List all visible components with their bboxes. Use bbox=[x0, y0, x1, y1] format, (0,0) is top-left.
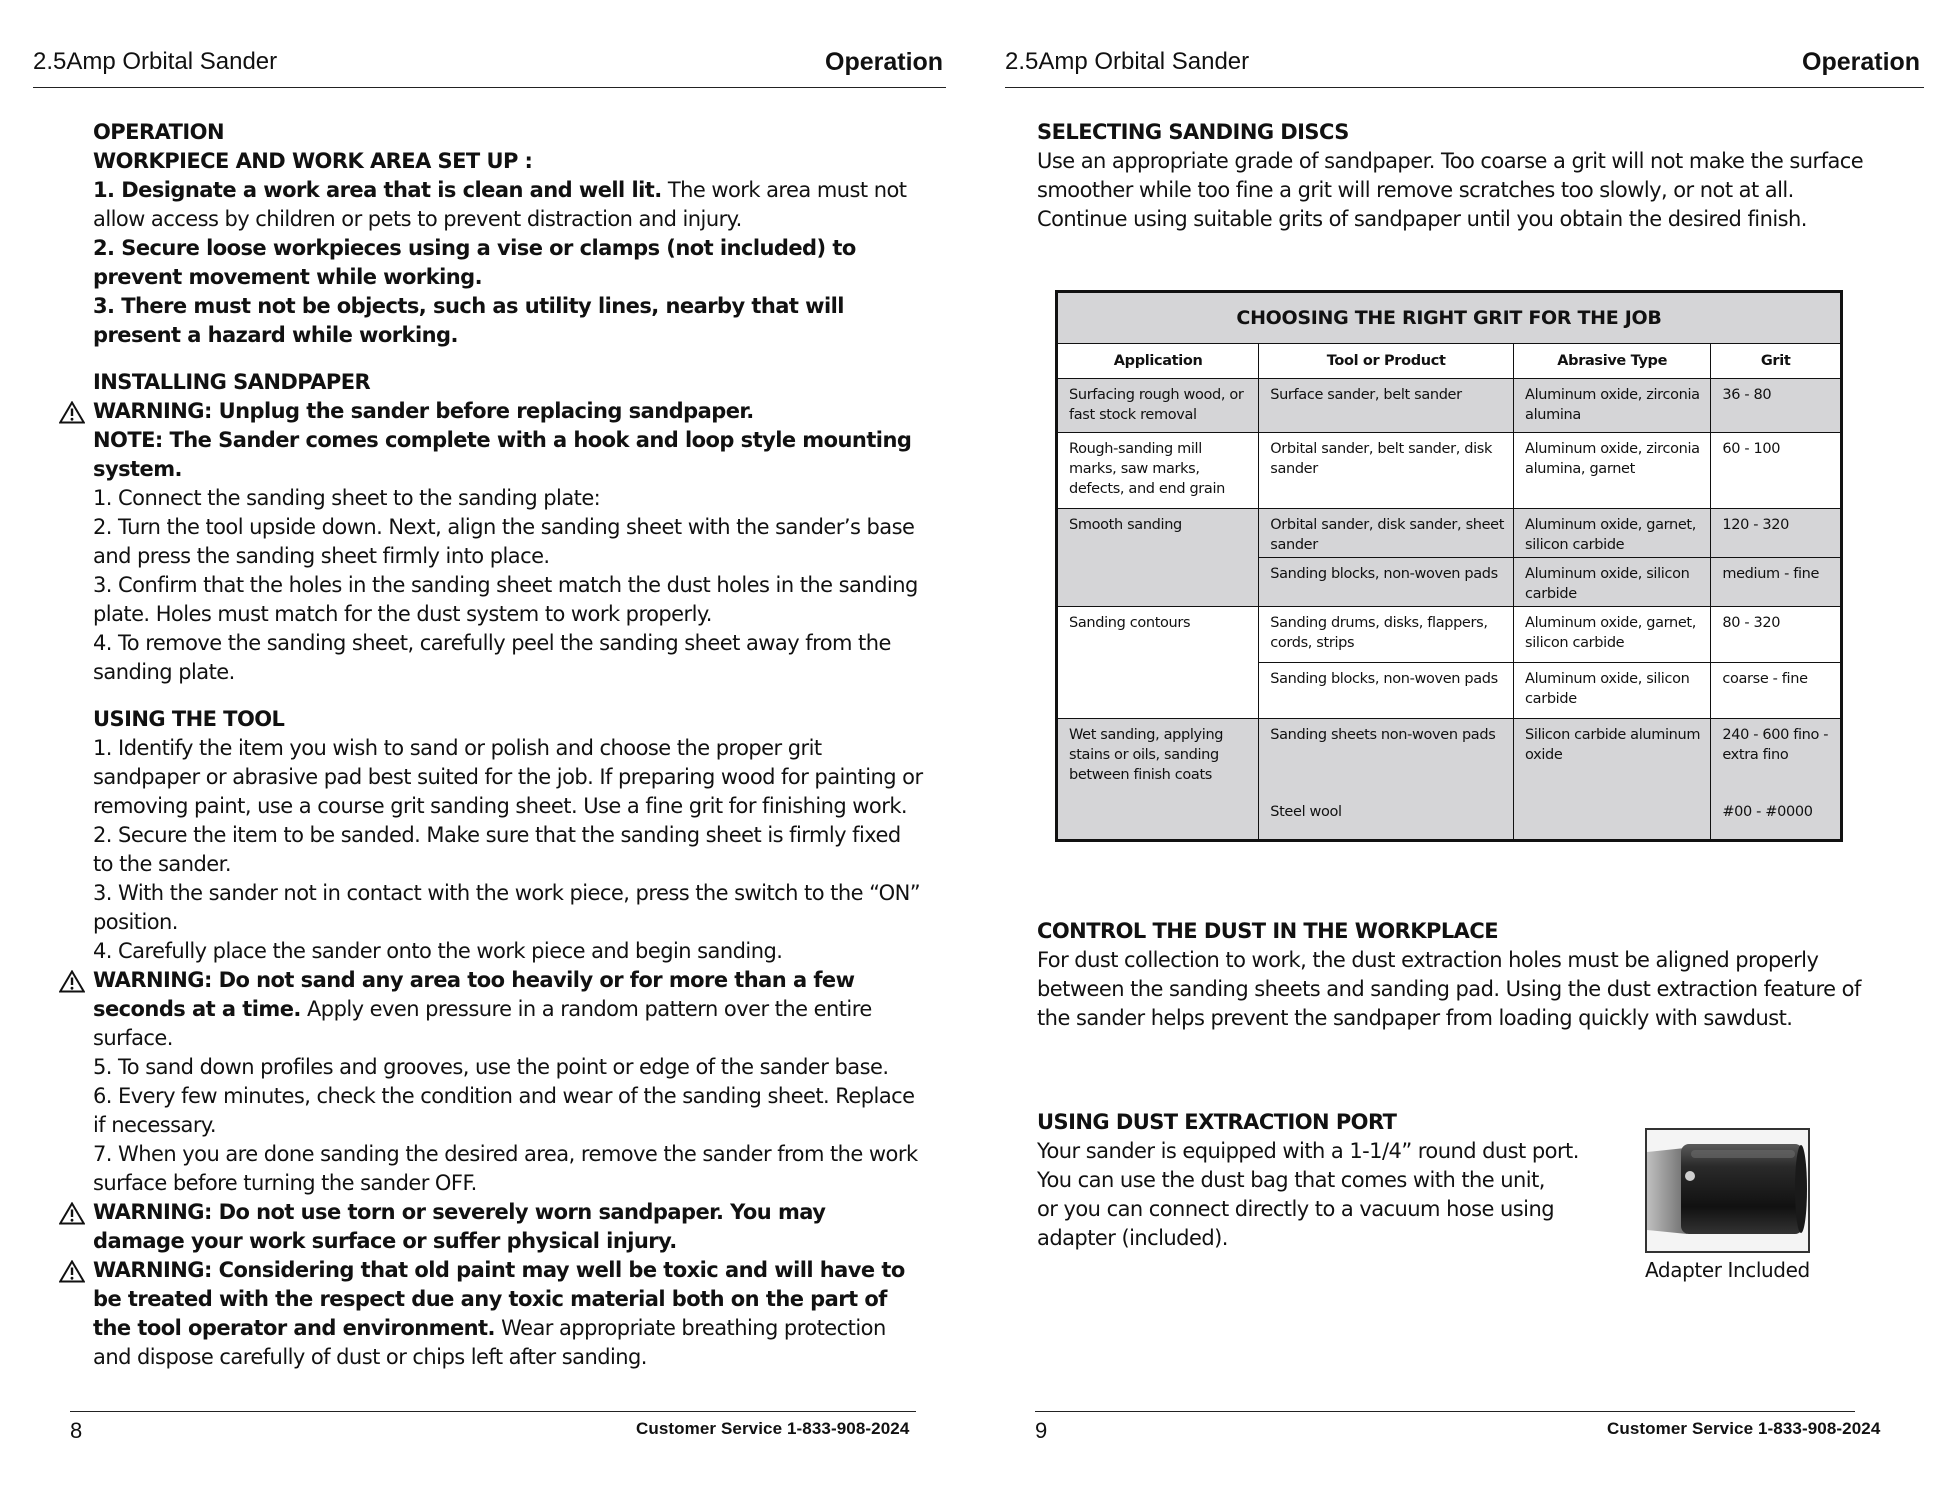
port-line: You can use the dust bag that comes with the unit, bbox=[1037, 1168, 1545, 1192]
table-row bbox=[1057, 509, 1842, 558]
customer-service: Customer Service 1-833-908-2024 bbox=[1607, 1419, 1881, 1438]
sandpaper-heading: INSTALLING SANDPAPER bbox=[93, 370, 371, 394]
discs-section bbox=[1037, 118, 1877, 234]
tool-cell: Sanding blocks, non-woven pads bbox=[1259, 663, 1514, 719]
tool-step: 4. Carefully place the sander onto the work piece and begin sanding. bbox=[93, 939, 783, 963]
header-rule bbox=[33, 87, 946, 88]
tool-warning-2-text: WARNING: Do not use torn or severely worn sandpaper. You may damage your work surface or suffer physical injury. bbox=[93, 1200, 826, 1253]
grit-cell: 36 - 80 bbox=[1711, 379, 1842, 433]
left-body bbox=[93, 118, 923, 1372]
abrasive-cell: Aluminum oxide, garnet, silicon carbide bbox=[1514, 509, 1711, 558]
sandpaper-step: 1. Connect the sanding sheet to the sanding plate: bbox=[93, 486, 601, 510]
warning-triangle-icon bbox=[59, 970, 85, 993]
abrasive-cell: Aluminum oxide, zirconia alumina, garnet bbox=[1514, 433, 1711, 509]
discs-text: Use an appropriate grade of sandpaper. Too coarse a grit will not make the surface smoother while too fine a grit will remove scratches too slowly, or not at all. Continue using suitable grits of sandpaper until you obtain the desired finish. bbox=[1037, 149, 1864, 231]
application-cell: Rough-sanding mill marks, saw marks, defects, and end grain bbox=[1057, 433, 1259, 509]
dust-heading: CONTROL THE DUST IN THE WORKPLACE bbox=[1037, 919, 1499, 943]
abrasive-cell: Aluminum oxide, garnet, silicon carbide bbox=[1514, 607, 1711, 663]
table-row bbox=[1057, 379, 1842, 433]
column-header: Application bbox=[1057, 344, 1259, 379]
adapter-image bbox=[1647, 1130, 1808, 1251]
tool-step: 5. To sand down profiles and grooves, use the point or edge of the sander base. bbox=[93, 1055, 889, 1079]
abrasive-cell: Aluminum oxide, silicon carbide bbox=[1514, 663, 1711, 719]
abrasive-cell bbox=[1514, 781, 1711, 841]
tool-cell: Sanding sheets non-woven pads bbox=[1259, 719, 1514, 781]
tool-warning-1-bold: WARNING: Do not sand any area too heavily or for more than a few seconds at a time. bbox=[93, 968, 855, 1021]
application-cell: Smooth sanding bbox=[1057, 509, 1259, 607]
tool-cell: Sanding blocks, non-woven pads bbox=[1259, 558, 1514, 607]
tool-step: 3. With the sander not in contact with the work piece, press the switch to the “ON” position. bbox=[93, 881, 921, 934]
column-header: Tool or Product bbox=[1259, 344, 1514, 379]
workarea-step-2: 2. Secure loose workpieces using a vise or clamps (not included) to prevent movement while working. bbox=[93, 236, 856, 289]
application-cell: Sanding contours bbox=[1057, 607, 1259, 719]
tool-step: 7. When you are done sanding the desired area, remove the sander from the work surface before turning the sander OFF. bbox=[93, 1142, 918, 1195]
footer-rule bbox=[70, 1411, 916, 1412]
application-cell: Wet sanding, applying stains or oils, sanding between finish coats bbox=[1057, 719, 1259, 841]
tool-warning-2 bbox=[93, 1198, 923, 1256]
header-rule bbox=[1005, 87, 1924, 88]
grit-cell: coarse - fine bbox=[1711, 663, 1842, 719]
sandpaper-step: 4. To remove the sanding sheet, carefully peel the sanding sheet away from the sanding plate. bbox=[93, 631, 891, 684]
table-row bbox=[1057, 719, 1842, 781]
warning-triangle-icon bbox=[59, 1202, 85, 1225]
column-header: Abrasive Type bbox=[1514, 344, 1711, 379]
port-section bbox=[1037, 1108, 1657, 1253]
tool-warning-3-text: Wear appropriate breathing protection and dispose carefully of dust or chips left after sanding. bbox=[93, 1316, 886, 1369]
table-row bbox=[1057, 607, 1842, 663]
operation-heading: OPERATION bbox=[93, 120, 224, 144]
abrasive-cell: Aluminum oxide, zirconia alumina bbox=[1514, 379, 1711, 433]
tool-step: 6. Every few minutes, check the condition and wear of the sanding sheet. Replace if necessary. bbox=[93, 1084, 915, 1137]
header-section: Operation bbox=[825, 48, 944, 76]
abrasive-cell: Silicon carbide aluminum oxide bbox=[1514, 719, 1711, 781]
port-line: or you can connect directly to a vacuum hose using bbox=[1037, 1197, 1554, 1221]
header-title: 2.5Amp Orbital Sander bbox=[1005, 48, 1250, 75]
grit-cell: 80 - 320 bbox=[1711, 607, 1842, 663]
tool-cell: Sanding drums, disks, flappers, cords, strips bbox=[1259, 607, 1514, 663]
sandpaper-warning-text: WARNING: Unplug the sander before replacing sandpaper. bbox=[93, 399, 754, 423]
tool-step: 1. Identify the item you wish to sand or polish and choose the proper grit sandpaper or abrasive pad best suited for the job. If preparing wood for painting or removing paint, use a course grit sanding sheet. Use a fine grit for finishing work. bbox=[93, 736, 923, 818]
warning-triangle-icon bbox=[59, 1260, 85, 1283]
dust-section bbox=[1037, 917, 1877, 1033]
tool-heading: USING THE TOOL bbox=[93, 707, 285, 731]
tool-warning-1 bbox=[93, 966, 923, 1053]
port-line: Your sander is equipped with a 1-1/4” round dust port. bbox=[1037, 1139, 1579, 1163]
workarea-step-3: 3. There must not be objects, such as utility lines, nearby that will present a hazard while working. bbox=[93, 294, 844, 347]
tool-warning-1-text: Apply even pressure in a random pattern over the entire surface. bbox=[93, 997, 872, 1050]
abrasive-cell: Aluminum oxide, silicon carbide bbox=[1514, 558, 1711, 607]
sandpaper-step: 2. Turn the tool upside down. Next, align the sanding sheet with the sander’s base and press the sanding sheet firmly into place. bbox=[93, 515, 915, 568]
discs-heading: SELECTING SANDING DISCS bbox=[1037, 120, 1349, 144]
grit-cell: medium - fine bbox=[1711, 558, 1842, 607]
tool-cell: Orbital sander, belt sander, disk sander bbox=[1259, 433, 1514, 509]
customer-service: Customer Service 1-833-908-2024 bbox=[636, 1419, 910, 1438]
workarea-step-1-text: The work area must not allow access by children or pets to prevent distraction and injury. bbox=[93, 178, 907, 231]
sandpaper-warning bbox=[93, 397, 923, 426]
port-heading: USING DUST EXTRACTION PORT bbox=[1037, 1110, 1397, 1134]
dust-text: For dust collection to work, the dust extraction holes must be aligned properly between the sanding sheets and sanding pad. Using the dust extraction feature of the sander helps prevent the sandpaper from loading quickly with sawdust. bbox=[1037, 948, 1861, 1030]
column-header: Grit bbox=[1711, 344, 1842, 379]
application-cell: Surfacing rough wood, or fast stock removal bbox=[1057, 379, 1259, 433]
grit-table bbox=[1055, 290, 1843, 842]
grit-cell: 240 - 600 fino - extra fino bbox=[1711, 719, 1842, 781]
grit-table-title: CHOOSING THE RIGHT GRIT FOR THE JOB bbox=[1057, 292, 1842, 344]
warning-triangle-icon bbox=[59, 401, 85, 424]
footer-rule bbox=[1035, 1411, 1855, 1412]
workarea-step-1-bold: 1. Designate a work area that is clean and well lit. bbox=[93, 178, 662, 202]
tool-warning-3-bold: WARNING: Considering that old paint may well be toxic and will have to be treated with the respect due any toxic material both on the part of the tool operator and environment. bbox=[93, 1258, 905, 1340]
sandpaper-step: 3. Confirm that the holes in the sanding sheet match the dust holes in the sanding plate. Holes must match for the dust system to work properly. bbox=[93, 573, 918, 626]
table-row bbox=[1057, 433, 1842, 509]
header-section: Operation bbox=[1802, 48, 1921, 76]
tool-cell: Surface sander, belt sander bbox=[1259, 379, 1514, 433]
sandpaper-note: NOTE: The Sander comes complete with a hook and loop style mounting system. bbox=[93, 428, 912, 481]
photo-caption: Adapter Included bbox=[1645, 1258, 1810, 1282]
grit-cell: #00 - #0000 bbox=[1711, 781, 1842, 841]
tool-cell: Orbital sander, disk sander, sheet sander bbox=[1259, 509, 1514, 558]
grit-cell: 60 - 100 bbox=[1711, 433, 1842, 509]
grit-cell: 120 - 320 bbox=[1711, 509, 1842, 558]
page-number: 9 bbox=[1035, 1418, 1048, 1443]
tool-step: 2. Secure the item to be sanded. Make sure that the sanding sheet is firmly fixed to the sander. bbox=[93, 823, 901, 876]
page-number: 8 bbox=[70, 1418, 83, 1443]
workarea-heading: WORKPIECE AND WORK AREA SET UP : bbox=[93, 149, 533, 173]
workarea-step-1 bbox=[93, 176, 923, 234]
adapter-photo bbox=[1645, 1128, 1810, 1253]
tool-warning-3 bbox=[93, 1256, 923, 1372]
port-line: adapter (included). bbox=[1037, 1226, 1228, 1250]
tool-cell: Steel wool bbox=[1259, 781, 1514, 841]
header-title: 2.5Amp Orbital Sander bbox=[33, 48, 278, 75]
